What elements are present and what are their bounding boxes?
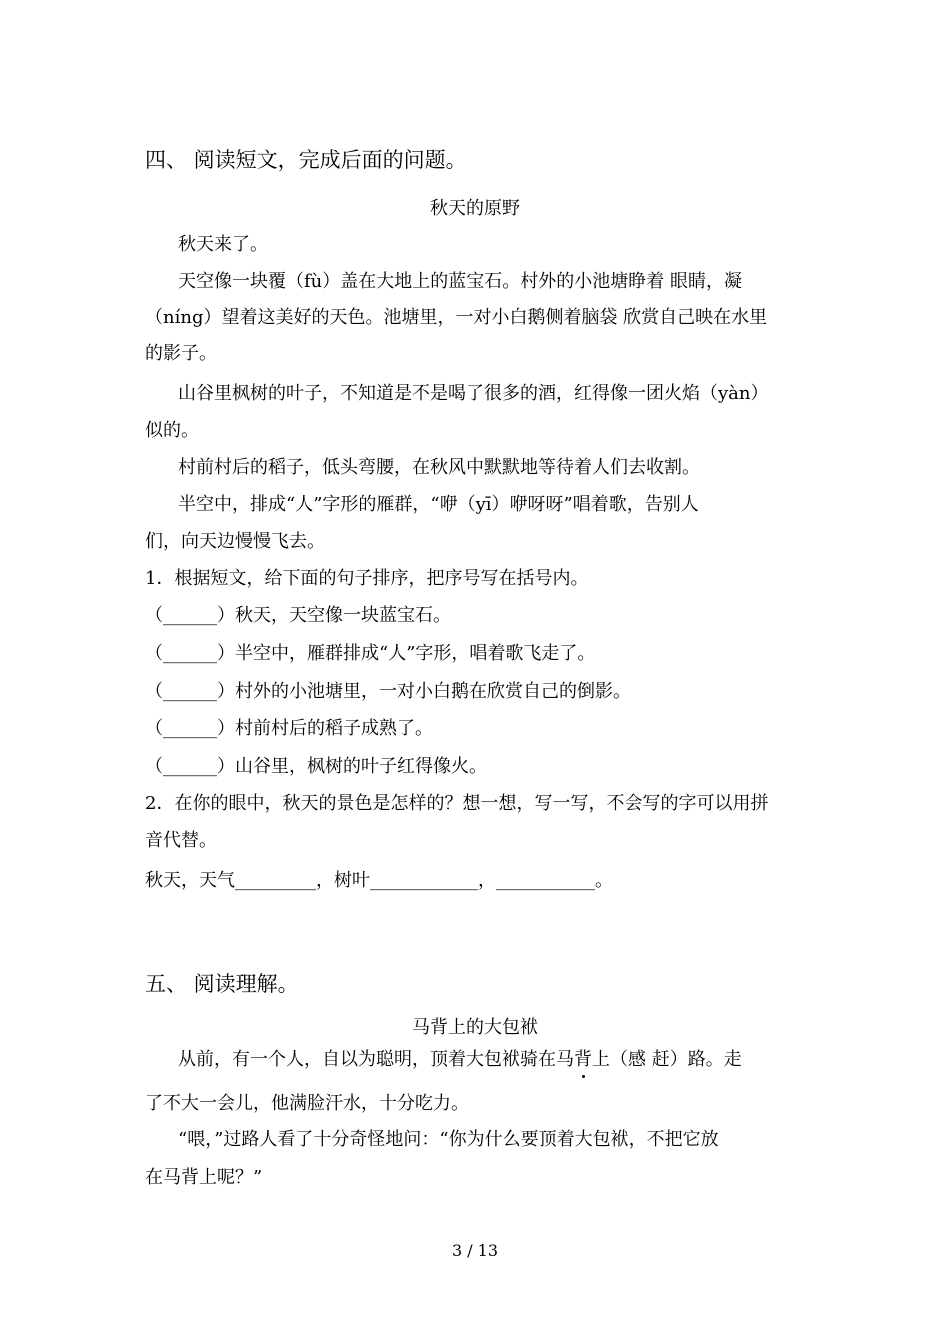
ordering-item: （______）山谷里，枫树的叶子红得像火。 bbox=[145, 756, 487, 777]
emphasis-dot-char: 背 bbox=[574, 1049, 592, 1070]
section-5-heading: 五、 阅读理解。 bbox=[145, 972, 299, 996]
text-span: 上（感 赶）路。走 bbox=[592, 1049, 742, 1070]
paragraph-line: 在马背上呢？” bbox=[145, 1167, 263, 1188]
ordering-item: （______）秋天，天空像一块蓝宝石。 bbox=[145, 605, 451, 626]
paragraph-line: “喂，”过路人看了十分奇怪地问：“你为什么要顶着大包袱，不把它放 bbox=[178, 1129, 719, 1150]
passage-title: 马背上的大包袱 bbox=[412, 1017, 538, 1038]
paragraph-line: 天空像一块覆（fù）盖在大地上的蓝宝石。村外的小池塘睁着 眼睛，凝 bbox=[178, 271, 742, 292]
paragraph-line: 似的。 bbox=[145, 420, 199, 441]
page-number: 3 / 13 bbox=[451, 1241, 499, 1260]
question-1: 1．根据短文，给下面的句子排序，把序号写在括号内。 bbox=[145, 568, 589, 589]
passage-title: 秋天的原野 bbox=[430, 198, 520, 219]
paragraph-line: 们，向天边慢慢飞去。 bbox=[145, 531, 325, 552]
section-4-heading: 四、 阅读短文，完成后面的问题。 bbox=[145, 148, 467, 172]
paragraph-line: 秋天来了。 bbox=[178, 234, 268, 255]
paragraph-line: 山谷里枫树的叶子，不知道是不是喝了很多的酒，红得像一团火焰（yàn） bbox=[178, 383, 769, 404]
text-span: 从前，有一个人，自以为聪明，顶着大包袱骑在马 bbox=[178, 1049, 574, 1070]
answer-line: 秋天，天气_________，树叶____________，___________。 bbox=[145, 870, 613, 891]
paragraph-line: 了不大一会儿，他满脸汗水，十分吃力。 bbox=[145, 1093, 469, 1114]
paragraph-line: （níng）望着这美好的天色。池塘里，一对小白鹅侧着脑袋 欣赏自己映在水里 bbox=[145, 307, 768, 328]
question-2-continued: 音代替。 bbox=[145, 830, 217, 851]
paragraph-line: 村前村后的稻子，低头弯腰，在秋风中默默地等待着人们去收割。 bbox=[178, 457, 700, 478]
ordering-item: （______）村外的小池塘里，一对小白鹅在欣赏自己的倒影。 bbox=[145, 681, 631, 702]
ordering-item: （______）半空中，雁群排成“人”字形，唱着歌飞走了。 bbox=[145, 643, 596, 664]
paragraph-line: 半空中，排成“人”字形的雁群，“咿（yī）咿呀呀”唱着歌，告别人 bbox=[178, 494, 699, 515]
ordering-item: （______）村前村后的稻子成熟了。 bbox=[145, 718, 433, 739]
paragraph-line: 的影子。 bbox=[145, 343, 217, 364]
question-2: 2．在你的眼中，秋天的景色是怎样的？想一想，写一写，不会写的字可以用拼 bbox=[145, 793, 769, 814]
paragraph-line bbox=[178, 1048, 742, 1072]
